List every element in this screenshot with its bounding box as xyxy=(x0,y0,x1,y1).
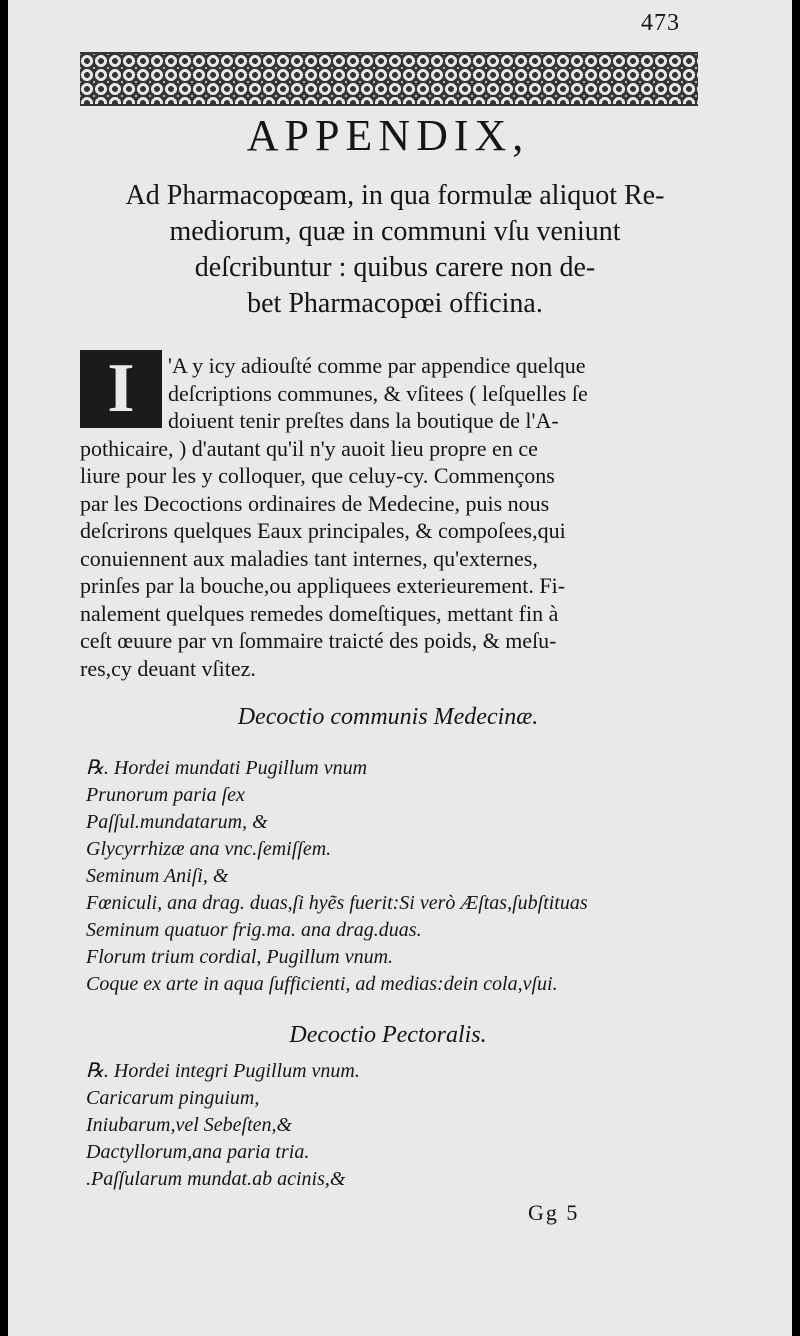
recipe-line: Caricarum pinguium, xyxy=(86,1087,260,1109)
ornamental-band xyxy=(80,52,698,106)
intro-line: 'A y icy adiouſté comme par appendice quelque xyxy=(168,353,586,378)
recipe-decoctio-communis xyxy=(86,755,736,998)
intro-line: deſcriptions communes, & vſitees ( leſquelles ſe xyxy=(168,380,588,406)
recipe-line: ℞. Hordei mundati Pugillum vnum xyxy=(86,757,368,779)
intro-line: conuiennent aux maladies tant internes, qu'externes, xyxy=(80,545,538,571)
subtitle-line: deſcribuntur : quibus carere non de- xyxy=(194,252,596,283)
recipe-line: Seminum Aniſi, & xyxy=(86,865,229,887)
recipe-line: Dactyllorum,ana paria tria. xyxy=(86,1141,310,1163)
subtitle-line: mediorum, quæ in communi vſu veniunt xyxy=(169,216,621,247)
recipe-line: Iniubarum,vel Sebeſten,& xyxy=(86,1114,293,1136)
recipe-decoctio-pectoralis xyxy=(86,1058,736,1193)
intro-line: res,cy deuant vſitez. xyxy=(80,655,256,681)
intro-line: doiuent tenir preſtes dans la boutique de l'A- xyxy=(168,408,559,433)
subtitle-line: bet Pharmacopœi officina. xyxy=(247,288,543,319)
recipe-line: Glycyrrhizæ ana vnc.ſemiſſem. xyxy=(86,838,332,860)
intro-line: liure pour les y colloquer, que celuy-cy. Commençons xyxy=(80,463,555,488)
recipe-line: Paſſul.mundatarum, & xyxy=(86,811,268,833)
recipe-line: Prunorum paria ſex xyxy=(86,784,245,806)
intro-line: prinſes par la bouche,ou appliquees exterieurement. Fi- xyxy=(80,573,566,598)
subtitle-block xyxy=(70,178,720,322)
recipe-line: Fœniculi, ana drag. duas,ſi hyẽs fuerit:Si verò Æſtas,ſubſtituas xyxy=(86,892,588,914)
intro-line: par les Decoctions ordinaires de Medecine, puis nous xyxy=(80,490,550,516)
page-number: 473 xyxy=(641,10,680,36)
recipe-line: Coque ex arte in aqua ſufficienti, ad medias:dein cola,vſui. xyxy=(86,973,558,995)
document-page xyxy=(8,0,792,1336)
recipe-line: ℞. Hordei integri Pugillum vnum. xyxy=(86,1060,360,1082)
recipe-line: .Paſſularum mundat.ab acinis,& xyxy=(86,1168,346,1190)
recipe-line: Florum trium cordial, Pugillum vnum. xyxy=(86,946,394,968)
intro-line: deſcrirons quelques Eaux principales, & compoſees,qui xyxy=(80,518,566,543)
page-title: APPENDIX, xyxy=(246,111,530,160)
section-title-decoctio-communis: Decoctio communis Medecinæ. xyxy=(237,704,539,730)
decorated-initial: I xyxy=(80,350,162,428)
signature-mark: Gg 5 xyxy=(528,1200,580,1225)
intro-paragraph xyxy=(80,352,705,682)
section-title-decoctio-pectoralis: Decoctio Pectoralis. xyxy=(289,1022,487,1048)
intro-line: ceſt œuure par vn ſommaire traicté des poids, & meſu- xyxy=(80,628,557,653)
recipe-line: Seminum quatuor frig.ma. ana drag.duas. xyxy=(86,919,422,941)
intro-line: pothicaire, ) d'autant qu'il n'y auoit lieu propre en ce xyxy=(80,435,538,461)
intro-line: nalement quelques remedes domeſtiques, mettant fin à xyxy=(80,600,559,626)
subtitle-line: Ad Pharmacopœam, in qua formulæ aliquot Re- xyxy=(125,180,665,211)
